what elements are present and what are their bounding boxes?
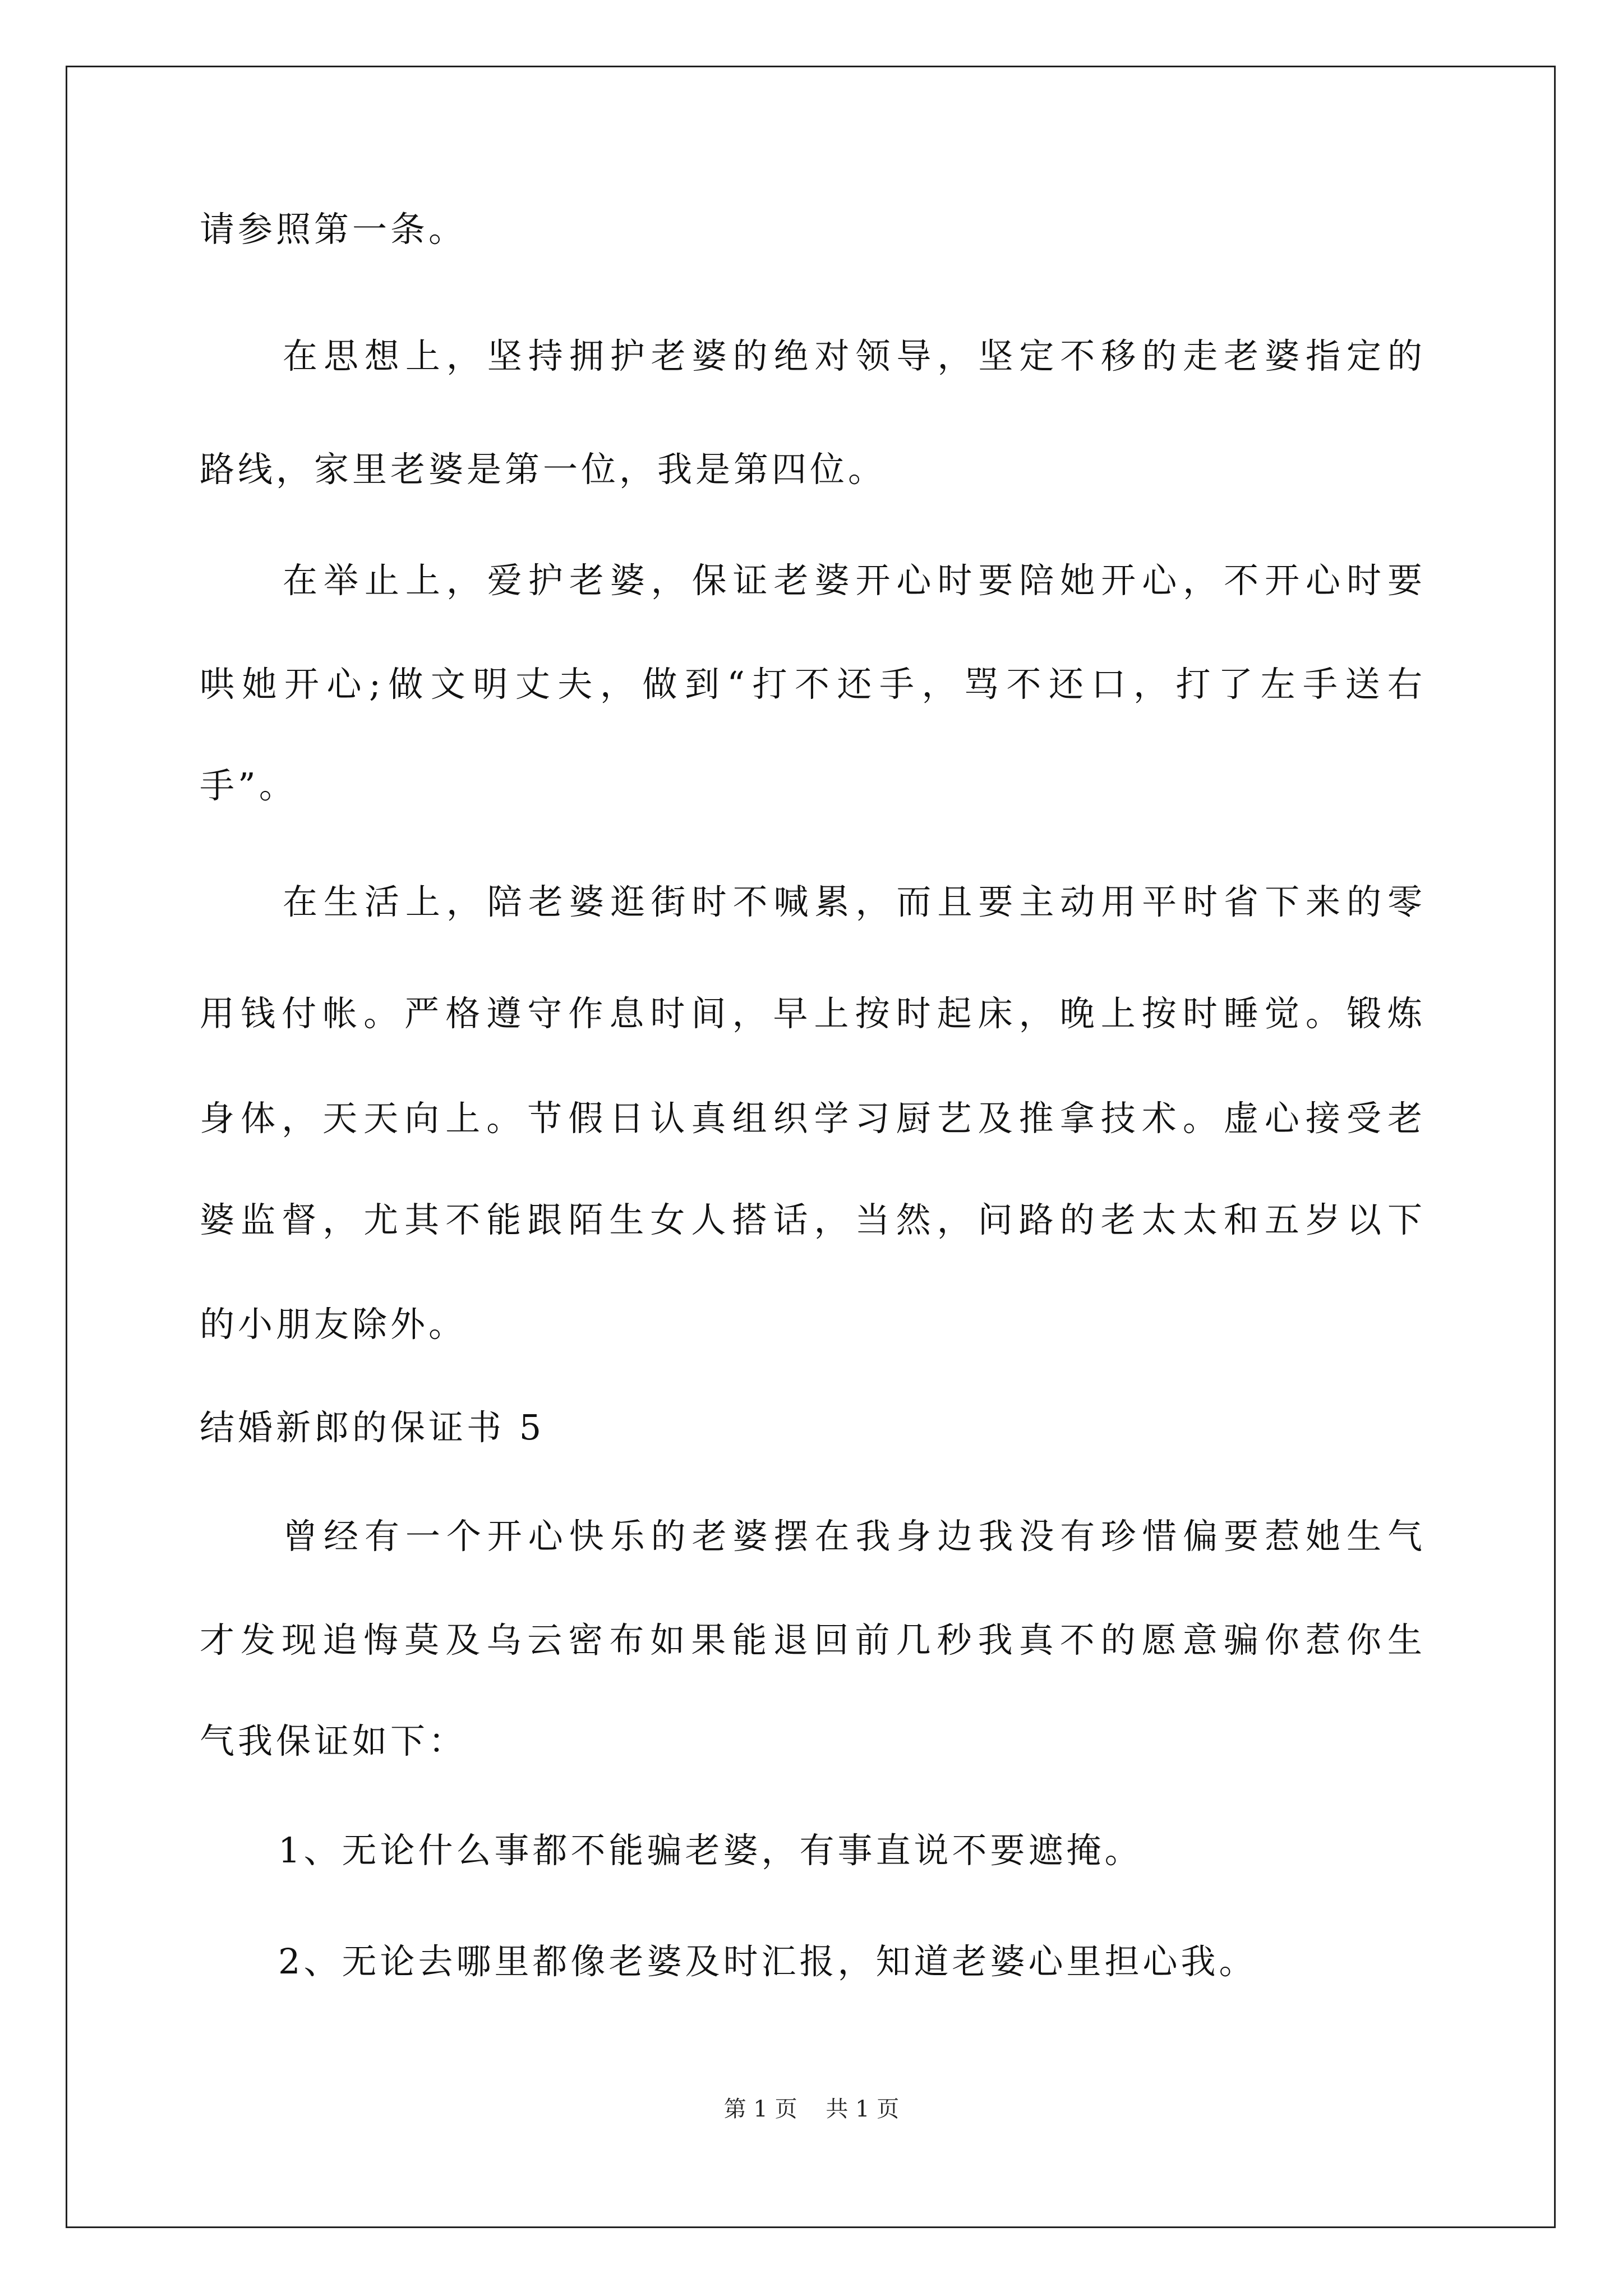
text-line-4: 在举止上，爱护老婆，保证老婆开心时要陪她开心，不开心时要 [283,560,1422,601]
text-line-2: 在思想上，坚持拥护老婆的绝对领导，坚定不移的走老婆指定的 [283,335,1422,376]
text-line-11: 的小朋友除外。 [200,1304,467,1345]
text-line-6: 手”。 [200,765,297,806]
page-footer: 第 1 页 共 1 页 [723,2096,900,2122]
text-line-13: 曾经有一个开心快乐的老婆摆在我身边我没有珍惜偏要惹她生气 [283,1516,1422,1557]
text-line-10: 婆监督，尤其不能跟陌生女人搭话，当然，问路的老太太和五岁以下 [200,1199,1422,1240]
text-line-1: 请参照第一条。 [200,209,467,250]
text-line-9: 身体，天天向上。节假日认真组织学习厨艺及推拿技术。虚心接受老 [200,1098,1422,1139]
text-line-7: 在生活上，陪老婆逛街时不喊累，而且要主动用平时省下来的零 [283,881,1422,922]
text-line-5: 哄她开心;做文明丈夫，做到“打不还手，骂不还口，打了左手送右 [200,664,1422,705]
list-item-2: 2、无论去哪里都像老婆及时汇报，知道老婆心里担心我。 [278,1941,1257,1982]
list-item-1: 1、无论什么事都不能骗老婆，有事直说不要遮掩。 [278,1830,1143,1871]
text-line-15: 气我保证如下： [200,1720,467,1761]
page-frame [66,66,1556,2228]
text-line-3: 路线，家里老婆是第一位，我是第四位。 [200,449,887,490]
section-heading: 结婚新郎的保证书 5 [200,1407,545,1448]
text-line-8: 用钱付帐。严格遵守作息时间，早上按时起床，晚上按时睡觉。锻炼 [200,993,1422,1034]
text-line-14: 才发现追悔莫及乌云密布如果能退回前几秒我真不的愿意骗你惹你生 [200,1619,1422,1660]
